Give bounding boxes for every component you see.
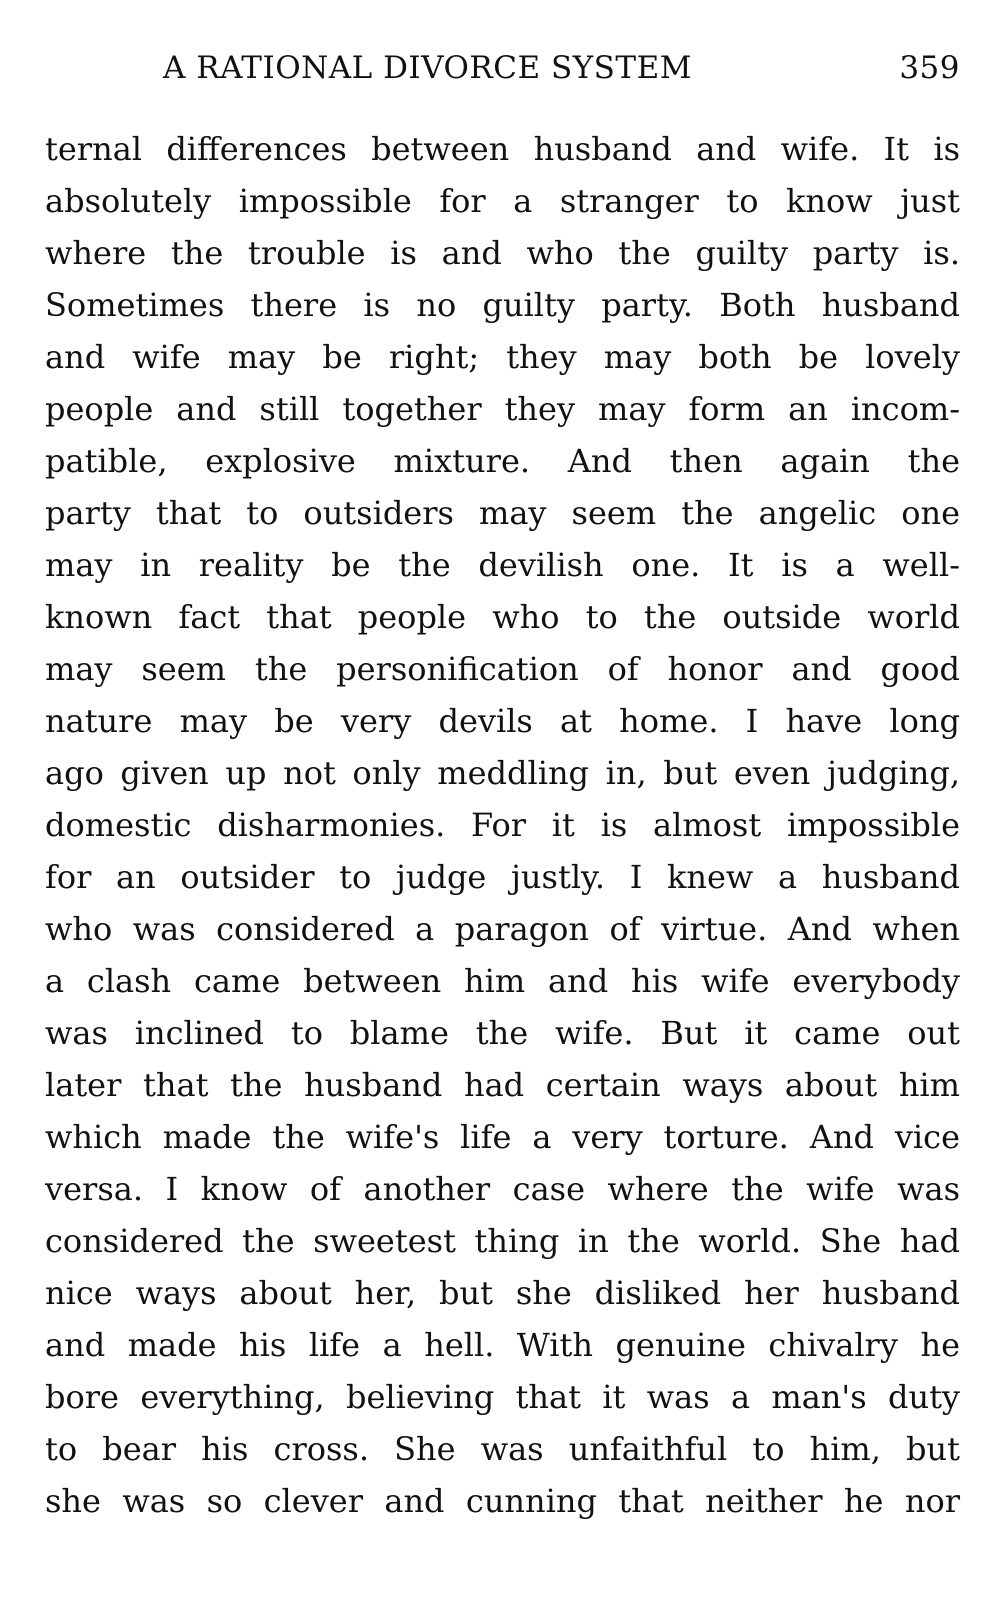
- text-line: and made his life a hell. With genuine chivalry he: [45, 1326, 960, 1364]
- text-line: domestic disharmonies. For it is almost impossible: [45, 806, 960, 844]
- text-line: was inclined to blame the wife. But it came out: [45, 1014, 960, 1052]
- body-text: [45, 123, 960, 1527]
- text-line: versa. I know of another case where the wife was: [45, 1170, 960, 1208]
- running-head: [45, 46, 960, 90]
- text-line: to bear his cross. She was unfaithful to him, but: [45, 1430, 960, 1468]
- text-line: known fact that people who to the outside world: [45, 598, 960, 636]
- text-line: Sometimes there is no guilty party. Both husband: [45, 286, 960, 324]
- text-line: considered the sweetest thing in the world. She had: [45, 1222, 960, 1260]
- text-line: may seem the personification of honor and good: [45, 650, 960, 688]
- running-title: A RATIONAL DIVORCE SYSTEM: [163, 50, 692, 86]
- text-line: who was considered a paragon of virtue. And when: [45, 910, 960, 948]
- text-line: for an outsider to judge justly. I knew a husband: [45, 858, 960, 896]
- text-line: people and still together they may form an incom-: [45, 390, 960, 428]
- text-line: may in reality be the devilish one. It is a well-: [45, 546, 960, 584]
- text-line: where the trouble is and who the guilty party is.: [45, 234, 960, 272]
- text-line: bore everything, believing that it was a man's duty: [45, 1378, 960, 1416]
- text-line: ago given up not only meddling in, but even judging,: [45, 754, 960, 792]
- text-line: patible, explosive mixture. And then again the: [45, 442, 960, 480]
- text-line: a clash came between him and his wife everybody: [45, 962, 960, 1000]
- text-line: which made the wife's life a very torture. And vice: [45, 1118, 960, 1156]
- text-line: later that the husband had certain ways about him: [45, 1066, 960, 1104]
- text-line: she was so clever and cunning that neither he nor: [45, 1482, 960, 1520]
- page-number: 359: [899, 50, 960, 86]
- text-line: nature may be very devils at home. I have long: [45, 702, 960, 740]
- text-line: ternal differences between husband and wife. It is: [45, 130, 960, 168]
- text-line: nice ways about her, but she disliked her husband: [45, 1274, 960, 1312]
- text-line: and wife may be right; they may both be lovely: [45, 338, 960, 376]
- text-line: party that to outsiders may seem the angelic one: [45, 494, 960, 532]
- text-line: absolutely impossible for a stranger to know just: [45, 182, 960, 220]
